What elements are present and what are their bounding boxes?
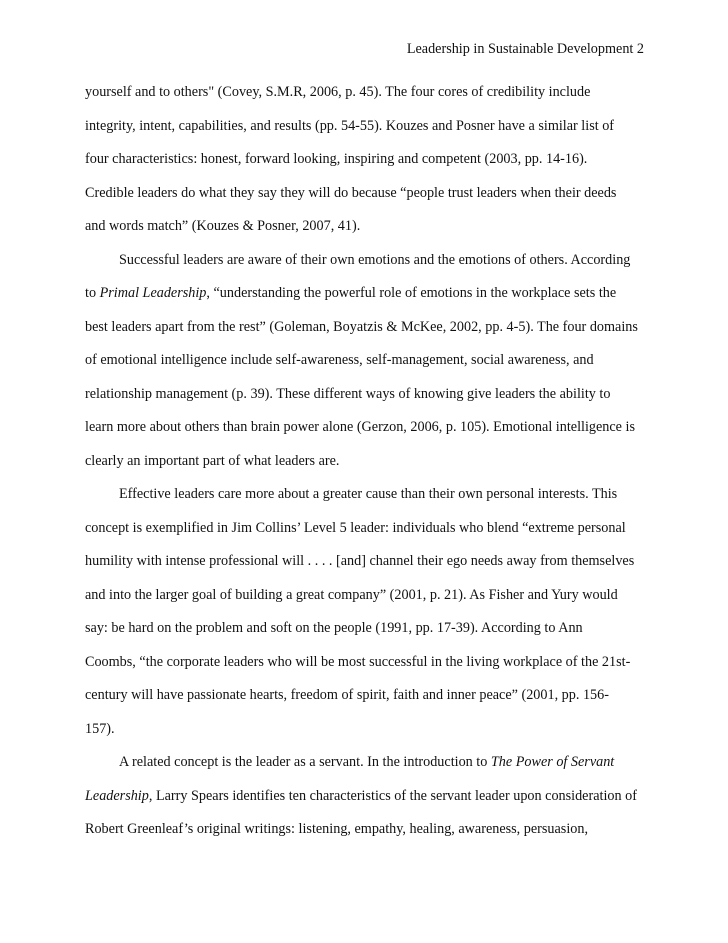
text-line xyxy=(85,151,655,185)
text-line xyxy=(85,520,655,554)
line-text: say: be hard on the problem and soft on the people (1991, pp. 17-39). According to Ann xyxy=(85,620,583,636)
text-line xyxy=(85,252,655,286)
text-line xyxy=(85,654,655,688)
italic-title-text: Primal Leadership xyxy=(99,285,207,301)
text-line xyxy=(85,788,655,822)
text-line xyxy=(85,84,655,118)
line-text: , Larry Spears identifies ten characteristics of the servant leader upon consideration of xyxy=(148,787,637,804)
line-text: yourself and to others" (Covey, S.M.R, 2006, p. 45). The four cores of credibility include xyxy=(85,84,591,100)
line-text: relationship management (p. 39). These different ways of knowing give leaders the ability to xyxy=(85,385,611,402)
line-text: century will have passionate hearts, freedom of spirit, faith and inner peace” (2001, pp. 156- xyxy=(85,687,609,703)
line-text: Effective leaders care more about a greater cause than their own personal interests. This xyxy=(119,486,618,502)
text-line xyxy=(85,553,655,587)
line-text: learn more about others than brain power alone (Gerzon, 2006, p. 105). Emotional intelligence is xyxy=(85,419,635,435)
line-text: Robert Greenleaf’s original writings: listening, empathy, healing, awareness, persuasion, xyxy=(85,821,588,837)
line-text: to xyxy=(85,285,100,301)
line-text: Successful leaders are aware of their own emotions and the emotions of others. According xyxy=(119,251,631,268)
text-line xyxy=(85,118,655,152)
text-line xyxy=(85,486,655,520)
line-text: A related concept is the leader as a servant. In the introduction to xyxy=(119,754,491,770)
line-text: Coombs, “the corporate leaders who will be most successful in the living workplace of the 21st- xyxy=(85,653,631,670)
line-text: and words match” (Kouzes & Posner, 2007, 41). xyxy=(85,218,361,234)
text-line xyxy=(85,285,655,319)
italic-title-text: The Power of Servant xyxy=(490,754,615,770)
line-text: 157). xyxy=(85,720,115,737)
text-line xyxy=(85,419,655,453)
line-text: best leaders apart from the rest” (Goleman, Boyatzis & McKee, 2002, pp. 4-5). The four domains xyxy=(85,318,638,335)
line-text: concept is exemplified in Jim Collins’ Level 5 leader: individuals who blend “extreme personal xyxy=(85,519,626,536)
line-text: , “understanding the powerful role of emotions in the workplace sets the xyxy=(206,285,617,301)
line-text: Credible leaders do what they say they will do because “people trust leaders when their deeds xyxy=(85,184,617,201)
line-text: four characteristics: honest, forward looking, inspiring and competent (2003, pp. 14-16). xyxy=(85,151,588,167)
text-line xyxy=(85,687,655,721)
text-line xyxy=(85,453,655,487)
italic-title-text: Leadership xyxy=(85,787,149,804)
text-line xyxy=(85,386,655,420)
text-line xyxy=(85,185,655,219)
text-line xyxy=(85,352,655,386)
text-line xyxy=(85,721,655,755)
text-line xyxy=(85,218,655,252)
line-text: of emotional intelligence include self-awareness, self-management, social awareness, and xyxy=(85,352,594,368)
text-line xyxy=(85,821,655,855)
line-text: clearly an important part of what leaders are. xyxy=(85,452,340,469)
line-text: humility with intense professional will . . . . [and] channel their ego needs away from themselves xyxy=(85,553,635,569)
body-text xyxy=(85,84,655,855)
running-head: Leadership in Sustainable Development 2 xyxy=(406,41,644,57)
text-line xyxy=(85,587,655,621)
text-line xyxy=(85,754,655,788)
line-text: integrity, intent, capabilities, and results (pp. 54-55). Kouzes and Posner have a similar list of xyxy=(85,117,615,134)
text-line xyxy=(85,319,655,353)
text-line xyxy=(85,620,655,654)
line-text: and into the larger goal of building a great company” (2001, p. 21). As Fisher and Yury would xyxy=(85,586,618,603)
